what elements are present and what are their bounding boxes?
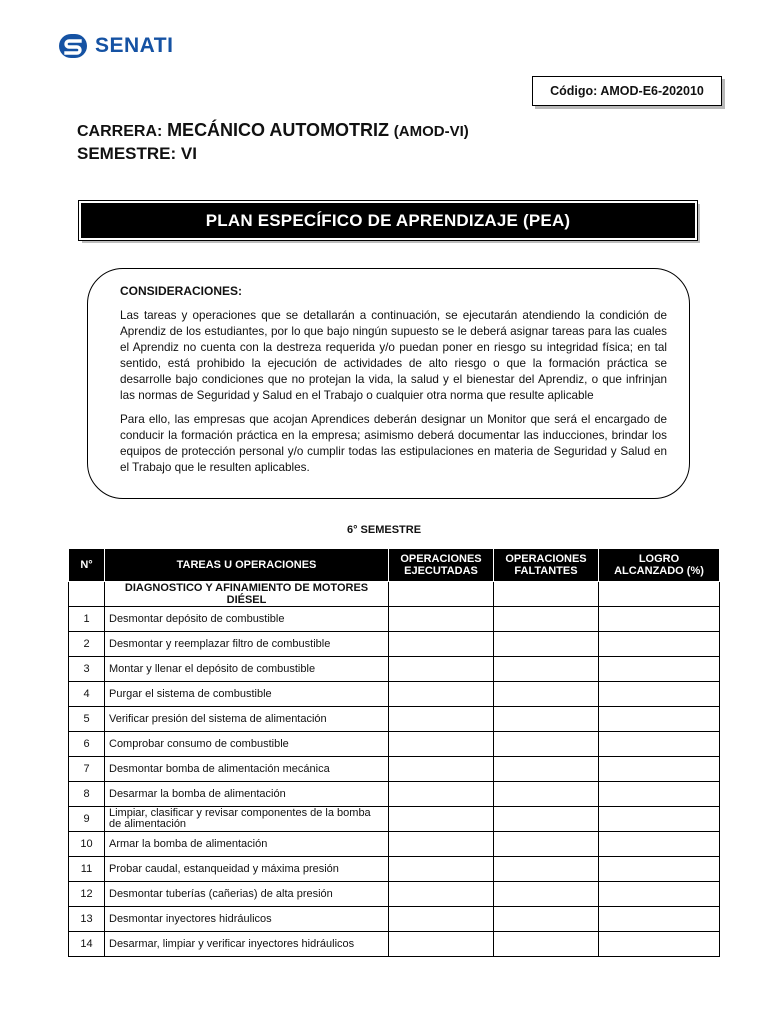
executed-cell[interactable] [389, 582, 494, 607]
row-task: Montar y llenar el depósito de combustible [105, 657, 389, 682]
row-number: 11 [69, 857, 105, 882]
missing-cell[interactable] [494, 607, 599, 632]
career-name: MECÁNICO AUTOMOTRIZ [167, 120, 390, 140]
achievement-cell[interactable] [599, 657, 720, 682]
missing-cell[interactable] [494, 907, 599, 932]
executed-cell[interactable] [389, 857, 494, 882]
row-task: Limpiar, clasificar y revisar componentes de la bomba de alimentación [105, 807, 389, 832]
header-tasks: TAREAS U OPERACIONES [105, 549, 389, 582]
executed-cell[interactable] [389, 782, 494, 807]
executed-cell[interactable] [389, 607, 494, 632]
achievement-cell[interactable] [599, 807, 720, 832]
achievement-cell[interactable] [599, 707, 720, 732]
missing-cell[interactable] [494, 707, 599, 732]
missing-cell[interactable] [494, 932, 599, 957]
career-code: (AMOD-VI) [393, 123, 469, 140]
group-row [69, 582, 720, 607]
row-task: Desmontar tuberías (cañerias) de alta presión [105, 882, 389, 907]
achievement-cell[interactable] [599, 757, 720, 782]
document-code: Código: AMOD-E6-202010 [532, 76, 722, 106]
row-task: Verificar presión del sistema de alimentación [105, 707, 389, 732]
row-task: Desmontar y reemplazar filtro de combustible [105, 632, 389, 657]
achievement-cell[interactable] [599, 582, 720, 607]
row-task: Desmontar bomba de alimentación mecánica [105, 757, 389, 782]
row-task: Desarmar la bomba de alimentación [105, 782, 389, 807]
career-line [77, 120, 469, 141]
header-achievement: LOGRO ALCANZADO (%) [599, 549, 720, 582]
considerations-title: CONSIDERACIONES: [120, 284, 243, 298]
considerations-paragraph-2: Para ello, las empresas que acojan Aprendices deberán designar un Monitor que será el encargado de conducir la formación práctica en la empresa; asimismo deberá documentar las inducciones, brindar los equipos de protección personal y/o cumplir todas las estipulaciones en materia de Seguridad y Salud en el Trabajo que le resulten aplicables. [120, 413, 667, 474]
missing-cell[interactable] [494, 682, 599, 707]
table-row [69, 707, 720, 732]
table-row [69, 732, 720, 757]
row-number: 12 [69, 882, 105, 907]
group-number-cell [69, 582, 105, 607]
table-row [69, 657, 720, 682]
group-title: DIAGNOSTICO Y AFINAMIENTO DE MOTORES DIÉSEL [105, 582, 389, 607]
table-row [69, 682, 720, 707]
row-number: 3 [69, 657, 105, 682]
header-missing: OPERACIONES FALTANTES [494, 549, 599, 582]
missing-cell[interactable] [494, 857, 599, 882]
missing-cell[interactable] [494, 632, 599, 657]
document-title: PLAN ESPECÍFICO DE APRENDIZAJE (PEA) [79, 201, 697, 240]
achievement-cell[interactable] [599, 632, 720, 657]
table-row [69, 757, 720, 782]
row-number: 8 [69, 782, 105, 807]
row-task: Desarmar, limpiar y verificar inyectores hidráulicos [105, 932, 389, 957]
achievement-cell[interactable] [599, 907, 720, 932]
executed-cell[interactable] [389, 707, 494, 732]
missing-cell[interactable] [494, 657, 599, 682]
table-row [69, 882, 720, 907]
executed-cell[interactable] [389, 757, 494, 782]
row-number: 14 [69, 932, 105, 957]
missing-cell[interactable] [494, 782, 599, 807]
missing-cell[interactable] [494, 807, 599, 832]
row-task: Desmontar inyectores hidráulicos [105, 907, 389, 932]
row-number: 9 [69, 807, 105, 832]
missing-cell[interactable] [494, 832, 599, 857]
achievement-cell[interactable] [599, 607, 720, 632]
career-label: CARRERA: [77, 123, 163, 140]
row-task: Armar la bomba de alimentación [105, 832, 389, 857]
missing-cell[interactable] [494, 732, 599, 757]
achievement-cell[interactable] [599, 732, 720, 757]
row-number: 6 [69, 732, 105, 757]
logo-text: SENATI [95, 34, 174, 57]
header-executed: OPERACIONES EJECUTADAS [389, 549, 494, 582]
achievement-cell[interactable] [599, 857, 720, 882]
header-number: N° [69, 549, 105, 582]
row-task: Desmontar depósito de combustible [105, 607, 389, 632]
table-row [69, 632, 720, 657]
executed-cell[interactable] [389, 732, 494, 757]
executed-cell[interactable] [389, 657, 494, 682]
executed-cell[interactable] [389, 907, 494, 932]
table-row [69, 932, 720, 957]
row-number: 1 [69, 607, 105, 632]
considerations-paragraph-1: Las tareas y operaciones que se detallarán a continuación, se ejecutarán atendiendo la condición de Aprendiz de los estudiantes, por lo que bajo ningún supuesto se le deberá asignar tareas para las cuales el Aprendiz no cuenta con la destreza requerida y/o puedan poner en riesgo su integridad física; en tal sentido, está prohibido la ejecución de actividades de alto riesgo o que la formación práctica se desarrolle bajo condiciones que no protejan la vida, la salud y el bienestar del Aprendiz, o que infrinjan las normas de Seguridad y Salud en el Trabajo o cualquier otra norma que resulte aplicable [120, 309, 667, 402]
table-row [69, 607, 720, 632]
row-number: 7 [69, 757, 105, 782]
missing-cell[interactable] [494, 582, 599, 607]
considerations-box [87, 268, 690, 499]
row-number: 5 [69, 707, 105, 732]
row-task: Comprobar consumo de combustible [105, 732, 389, 757]
achievement-cell[interactable] [599, 832, 720, 857]
tasks-table [68, 548, 720, 957]
missing-cell[interactable] [494, 882, 599, 907]
table-row [69, 907, 720, 932]
achievement-cell[interactable] [599, 882, 720, 907]
row-number: 2 [69, 632, 105, 657]
achievement-cell[interactable] [599, 682, 720, 707]
semester-line: SEMESTRE: VI [77, 144, 197, 163]
semester-heading: 6° SEMESTRE [346, 524, 422, 536]
executed-cell[interactable] [389, 807, 494, 832]
table-row [69, 832, 720, 857]
executed-cell[interactable] [389, 882, 494, 907]
table-row [69, 782, 720, 807]
row-number: 13 [69, 907, 105, 932]
row-task: Purgar el sistema de combustible [105, 682, 389, 707]
row-number: 10 [69, 832, 105, 857]
senati-logo [58, 30, 173, 62]
executed-cell[interactable] [389, 682, 494, 707]
executed-cell[interactable] [389, 932, 494, 957]
executed-cell[interactable] [389, 632, 494, 657]
executed-cell[interactable] [389, 832, 494, 857]
row-task: Probar caudal, estanqueidad y máxima presión [105, 857, 389, 882]
table-header-row [69, 549, 720, 582]
achievement-cell[interactable] [599, 932, 720, 957]
table-row [69, 857, 720, 882]
row-number: 4 [69, 682, 105, 707]
senati-s-icon [58, 31, 88, 61]
achievement-cell[interactable] [599, 782, 720, 807]
missing-cell[interactable] [494, 757, 599, 782]
table-row [69, 807, 720, 832]
